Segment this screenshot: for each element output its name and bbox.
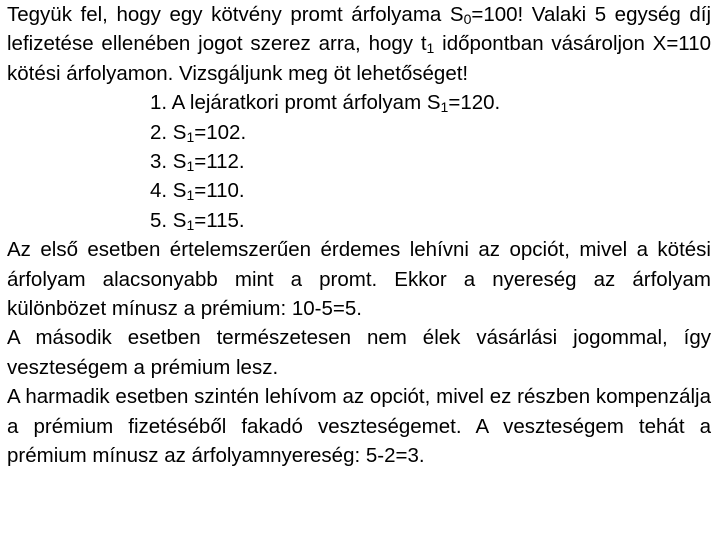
case-3-value: =112. (194, 150, 245, 174)
case-item-5 (7, 206, 711, 235)
case-list (7, 88, 711, 235)
case-5-text: 5. S (150, 208, 187, 232)
case-4-subscript: 1 (186, 187, 195, 204)
case-3-subscript: 1 (186, 158, 195, 175)
paragraph-second-case: A második esetben természetesen nem élek vásárlási jogommal, így veszteségem a prémium lesz. (7, 326, 711, 379)
paragraph-third-case: A harmadik esetben szintén lehívom az opciót, mivel ez részben kompenzálja a prémium fizetéséből fakadó veszteségemet. A veszteségem tehát a prémium mínusz az árfolyamnyereség: 5-2=3. (7, 385, 711, 468)
case-2-subscript: 1 (186, 128, 195, 145)
case-1-value: =120. (448, 91, 501, 115)
case-item-3 (7, 147, 711, 176)
case-4-value: =110. (194, 179, 245, 203)
paragraph-first-case: Az első esetben értelemszerűen érdemes lehívni az opciót, mivel a kötési árfolyam alacsonyabb mint a promt. Ekkor a nyereség az árfolyam különbözet mínusz a prémium: 10-5=5. (7, 238, 711, 321)
case-item-1 (7, 88, 711, 117)
case-3-text: 3. S (150, 150, 187, 174)
intro-text-1: Tegyük fel, hogy egy kötvény promt árfolyama S (7, 3, 464, 26)
case-item-4 (7, 176, 711, 205)
case-5-value: =115. (194, 208, 245, 232)
case-2-text: 2. S (150, 120, 187, 144)
case-1-subscript: 1 (440, 99, 449, 116)
intro-paragraph (7, 0, 711, 88)
document-body (7, 0, 711, 471)
case-item-2 (7, 118, 711, 147)
intro-text-2: =100! Valaki 5 egység díj lefizetése ellenében jogot szerez arra, hogy t (7, 3, 711, 56)
case-4-text: 4. S (150, 179, 187, 203)
intro-subscript-1: 0 (463, 11, 472, 27)
case-1-text: 1. A lejáratkori promt árfolyam S (150, 91, 441, 115)
intro-text-3: időpontban vásároljon X=110 kötési árfolyamon. Vizsgáljunk meg öt lehetőséget! (7, 32, 711, 85)
case-2-value: =102. (194, 120, 247, 144)
intro-subscript-2: 1 (426, 40, 435, 57)
case-5-subscript: 1 (186, 216, 195, 233)
